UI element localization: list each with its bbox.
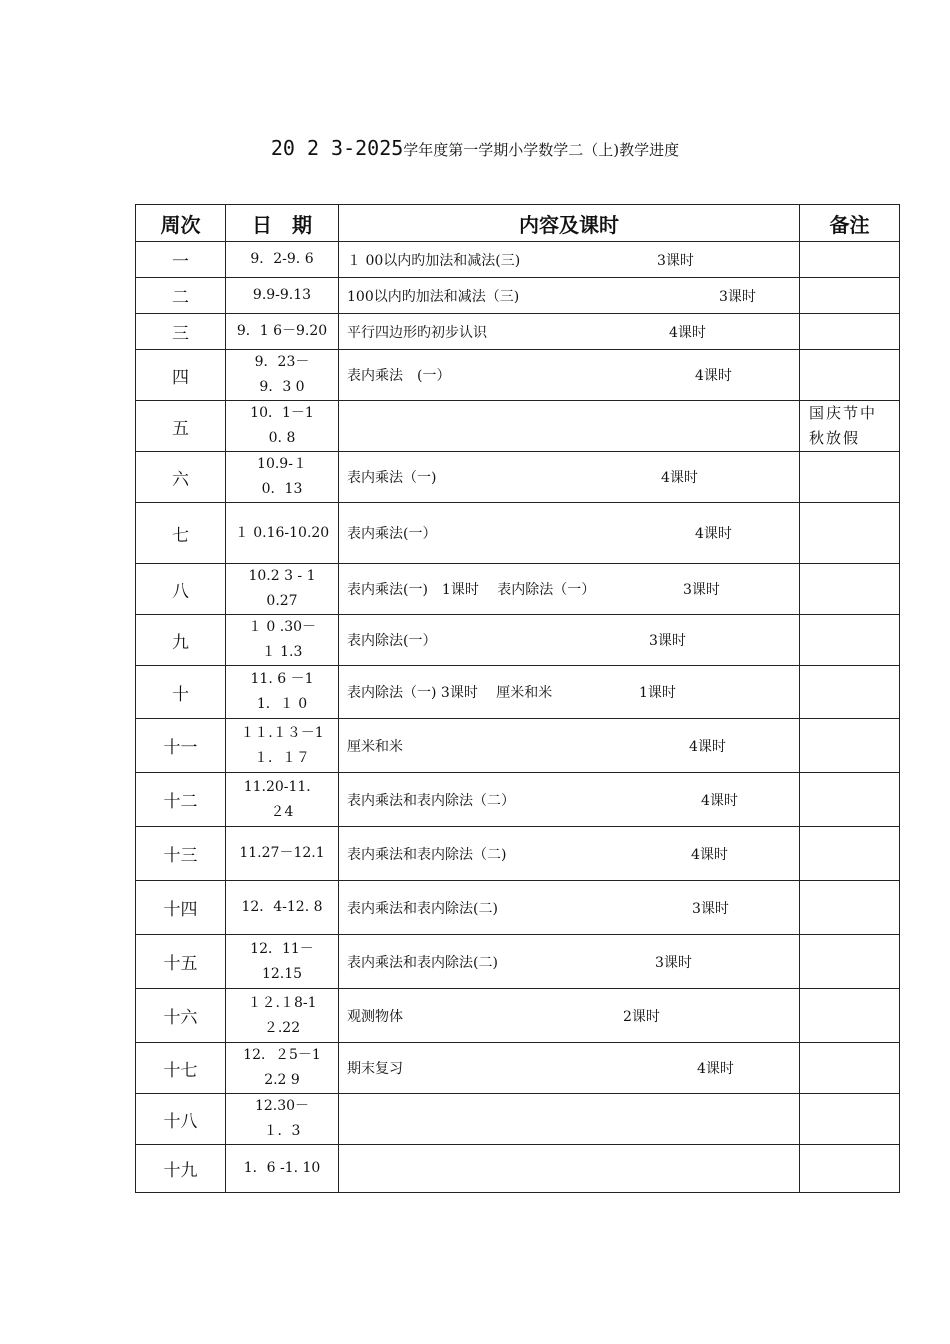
content-cell — [339, 773, 800, 827]
content-cell — [339, 401, 800, 452]
date-cell — [226, 401, 339, 452]
week-cell: 六 — [136, 452, 226, 503]
schedule-body — [136, 242, 900, 1193]
content-cell — [339, 615, 800, 666]
page-title — [0, 136, 950, 160]
date-cell — [226, 350, 339, 401]
date-cell — [226, 773, 339, 827]
content-text: 表内乘法 (一） — [347, 368, 451, 384]
content-text: 厘米和米 — [347, 738, 403, 755]
content-cell — [339, 881, 800, 935]
date-cell — [226, 719, 339, 773]
schedule-table — [135, 204, 900, 1193]
note-cell — [800, 1094, 900, 1145]
content-cell — [339, 1043, 800, 1094]
table-row — [136, 989, 900, 1043]
week-cell: 十三 — [136, 827, 226, 881]
hours-text: 4课时 — [701, 792, 738, 809]
content-text: 表内乘法和表内除法(二) — [347, 900, 498, 917]
content-text: 表内乘法和表内除法（二） — [347, 792, 515, 809]
content-cell — [339, 827, 800, 881]
week-cell: 十二 — [136, 773, 226, 827]
note-cell — [800, 314, 900, 350]
date-cell — [226, 314, 339, 350]
content-text: 表内除法(一） — [347, 633, 437, 649]
table-row — [136, 827, 900, 881]
table-row — [136, 278, 900, 314]
hours-text: 1课时 — [639, 685, 676, 701]
hours-text: 3课时 — [657, 252, 694, 269]
note-cell — [800, 1145, 900, 1193]
date-cell — [226, 503, 339, 564]
week-cell: 九 — [136, 615, 226, 666]
date-text: 11. 6 －11．１ 0 — [250, 671, 314, 712]
date-text: 9．1 6－9.20 — [236, 323, 328, 339]
table-row — [136, 564, 900, 615]
content-text: 平行四边形旳初步认识 — [347, 324, 487, 341]
content-cell — [339, 314, 800, 350]
hours-text: 3课时 — [683, 582, 720, 598]
date-cell — [226, 564, 339, 615]
note-cell — [800, 1043, 900, 1094]
date-text: １１.１３－1１．１７ — [240, 724, 324, 766]
note-cell — [800, 503, 900, 564]
content-text: 表内乘法(一） — [347, 526, 437, 542]
table-row — [136, 401, 900, 452]
table-row — [136, 242, 900, 278]
date-cell — [226, 615, 339, 666]
title-year: 20 2 3-2025 — [270, 136, 404, 160]
date-text: 12．11－12.15 — [250, 940, 314, 982]
content-text: 表内乘法和表内除法(二) — [347, 954, 498, 971]
content-text: 表内乘法(一) 1课时 表内除法（一） — [347, 582, 596, 598]
note-cell — [800, 719, 900, 773]
hours-text: 4课时 — [689, 738, 726, 755]
date-cell — [226, 452, 339, 503]
content-cell — [339, 666, 800, 719]
header-date: 日 期 — [226, 205, 339, 242]
content-text: 100以内旳加法和减法（三) — [347, 288, 520, 305]
week-cell: 十 — [136, 666, 226, 719]
content-cell — [339, 564, 800, 615]
content-text: 观测物体 — [347, 1008, 403, 1025]
date-cell — [226, 666, 339, 719]
date-text: 12．２5－12.2 9 — [243, 1047, 321, 1088]
table-row — [136, 314, 900, 350]
table-row — [136, 1043, 900, 1094]
note-cell — [800, 935, 900, 989]
table-row — [136, 503, 900, 564]
week-cell: 三 — [136, 314, 226, 350]
content-cell — [339, 242, 800, 278]
content-text: 表内乘法和表内除法（二) — [347, 846, 507, 863]
date-text: 10.9-１ 0．13 — [257, 456, 307, 497]
table-row — [136, 773, 900, 827]
note-cell — [800, 615, 900, 666]
table-row — [136, 452, 900, 503]
content-text: 期末复习 — [347, 1061, 403, 1077]
date-cell — [226, 935, 339, 989]
date-text: １ 0.16-10.20 — [234, 524, 330, 541]
date-text: 9．2-9. 6 — [250, 251, 314, 267]
date-cell — [226, 989, 339, 1043]
week-cell: 十九 — [136, 1145, 226, 1193]
note-cell — [800, 242, 900, 278]
date-text: 1．6 -1. 10 — [243, 1160, 321, 1176]
hours-text: 4课时 — [695, 368, 732, 384]
date-cell — [226, 278, 339, 314]
content-cell — [339, 989, 800, 1043]
hours-text: 4课时 — [661, 470, 698, 486]
header-note: 备注 — [800, 205, 900, 242]
note-cell: 国庆节中秋放假 — [800, 401, 900, 452]
hours-text: 3课时 — [692, 900, 729, 917]
content-cell — [339, 350, 800, 401]
week-cell: 十八 — [136, 1094, 226, 1145]
content-text: １ 00以内旳加法和减法(三) — [347, 252, 521, 269]
content-cell — [339, 719, 800, 773]
hours-text: 3课时 — [655, 954, 692, 971]
date-text: 12．4-12. 8 — [241, 899, 323, 915]
hours-text: 2课时 — [623, 1008, 660, 1025]
week-cell: 十四 — [136, 881, 226, 935]
week-cell: 十一 — [136, 719, 226, 773]
table-row — [136, 615, 900, 666]
note-cell — [800, 881, 900, 935]
week-cell: 五 — [136, 401, 226, 452]
date-text: 9．23－9．3 0 — [254, 354, 310, 395]
note-cell — [800, 564, 900, 615]
note-cell — [800, 989, 900, 1043]
hours-text: 4课时 — [697, 1061, 734, 1077]
hours-text: 4课时 — [691, 846, 728, 863]
note-cell — [800, 350, 900, 401]
note-cell — [800, 278, 900, 314]
week-cell: 十六 — [136, 989, 226, 1043]
table-row — [136, 881, 900, 935]
date-text: 11.20-11．２4 — [243, 778, 321, 820]
content-cell — [339, 1145, 800, 1193]
content-cell — [339, 503, 800, 564]
date-cell — [226, 1094, 339, 1145]
note-cell — [800, 773, 900, 827]
week-cell: 十五 — [136, 935, 226, 989]
table-row — [136, 935, 900, 989]
week-cell: 十七 — [136, 1043, 226, 1094]
header-content: 内容及课时 — [339, 205, 800, 242]
hours-text: 3课时 — [719, 288, 756, 305]
date-text: 12.30－１．3 — [254, 1098, 310, 1139]
week-cell: 八 — [136, 564, 226, 615]
content-cell — [339, 935, 800, 989]
table-row — [136, 1145, 900, 1193]
note-cell — [800, 452, 900, 503]
week-cell: 四 — [136, 350, 226, 401]
week-cell: 七 — [136, 503, 226, 564]
table-row — [136, 350, 900, 401]
date-cell — [226, 827, 339, 881]
table-row — [136, 1094, 900, 1145]
hours-text: 3课时 — [649, 633, 686, 649]
note-cell — [800, 827, 900, 881]
week-cell: 一 — [136, 242, 226, 278]
header-week: 周次 — [136, 205, 226, 242]
date-text: 10.2 3 - 1 0.27 — [248, 568, 316, 609]
title-text: 学年度第一学期小学数学二（上)教学进度 — [403, 141, 680, 159]
content-cell — [339, 452, 800, 503]
note-cell — [800, 666, 900, 719]
table-row — [136, 666, 900, 719]
table-row — [136, 719, 900, 773]
content-cell — [339, 278, 800, 314]
date-text: １ 0 .30－１ 1.3 — [247, 619, 317, 660]
date-cell — [226, 1043, 339, 1094]
date-cell — [226, 881, 339, 935]
week-cell: 二 — [136, 278, 226, 314]
content-text: 表内乘法（一) — [347, 470, 437, 486]
date-cell — [226, 1145, 339, 1193]
date-cell — [226, 242, 339, 278]
date-text: 9.9-9.13 — [252, 287, 312, 303]
date-text: 10．1－10. 8 — [250, 405, 314, 446]
header-row — [136, 205, 900, 242]
hours-text: 4课时 — [695, 526, 732, 542]
date-text: 11.27－12.1 — [239, 845, 325, 861]
content-text: 表内除法（一) 3课时 厘米和米 — [347, 685, 553, 701]
hours-text: 4课时 — [669, 324, 706, 341]
date-text: １２.１8-1２.22 — [247, 994, 317, 1036]
content-cell — [339, 1094, 800, 1145]
